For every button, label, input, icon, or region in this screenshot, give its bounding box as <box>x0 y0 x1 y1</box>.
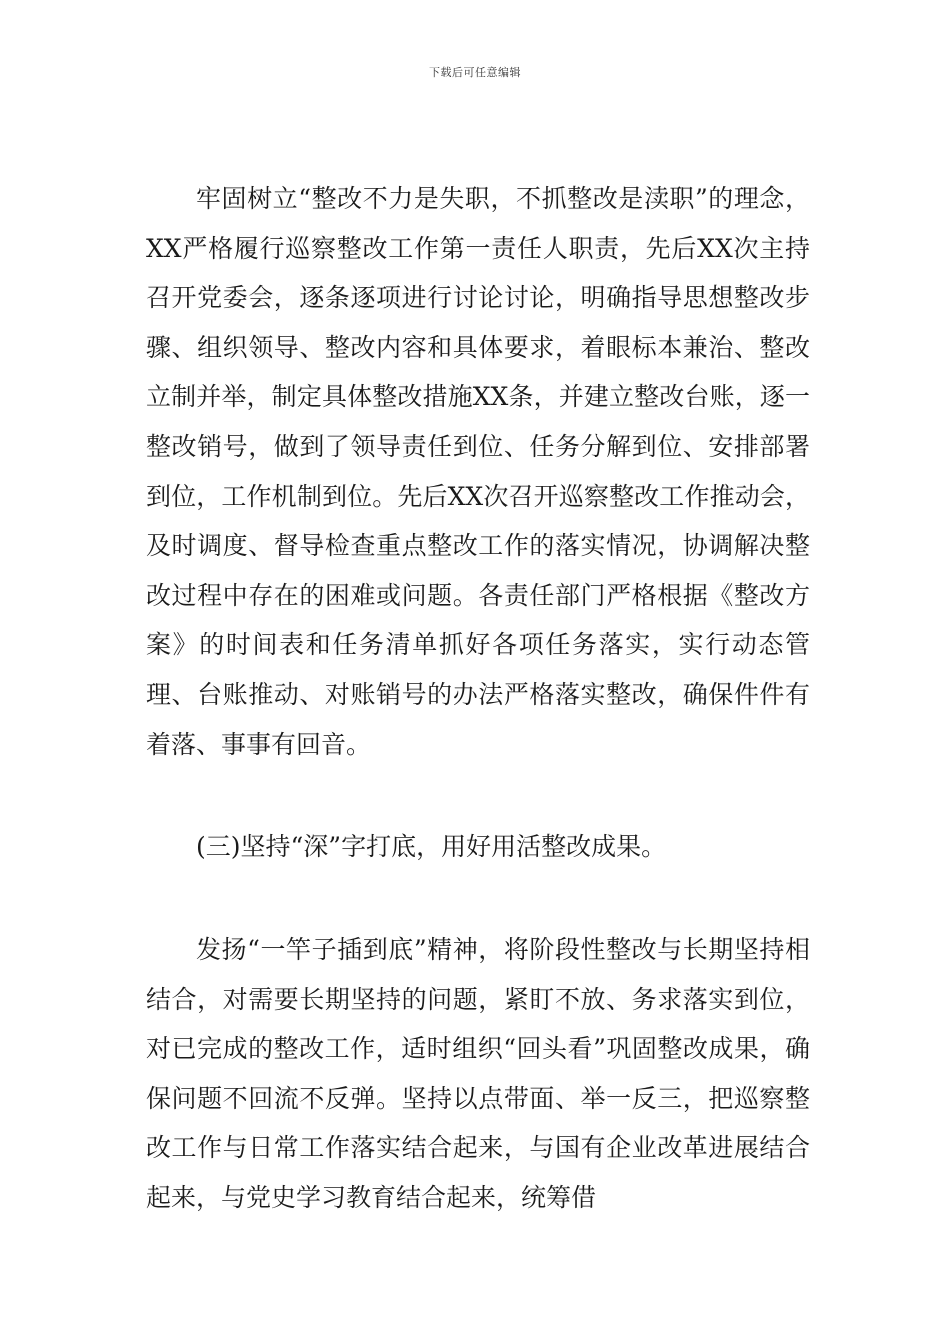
section-heading-3: (三)坚持“深”字打底，用好用活整改成果。 <box>196 832 667 861</box>
body-paragraph-2: 发扬“一竿子插到底”精神，将阶段性整改与长期坚持相结合，对需要长期坚持的问题，紧盯不放、务求落实到位，对已完成的整改工作，适时组织“回头看”巩固整改成果，确保问题不回流不反弹。坚持以点带面、举一反三，把巡察整改工作与日常工作落实结合起来，与国有企业改革进展结合起来，与党史学习教育结合起来，统筹借 <box>146 935 810 1212</box>
page-header-note: 下载后可任意编辑 <box>429 66 521 79</box>
body-paragraph-1: 牢固树立“整改不力是失职，不抓整改是渎职”的理念，XX严格履行巡察整改工作第一责任人职责，先后XX次主持召开党委会，逐条逐项进行讨论讨论，明确指导思想整改步骤、组织领导、整改内容和具体要求，着眼标本兼治、整改立制并举，制定具体整改措施XX条，并建立整改台账，逐一整改销号，做到了领导责任到位、任务分解到位、安排部署到位，工作机制到位。先后XX次召开巡察整改工作推动会，及时调度、督导检查重点整改工作的落实情况，协调解决整改过程中存在的困难或问题。各责任部门严格根据《整改方案》的时间表和任务清单抓好各项任务落实，实行动态管理、台账推动、对账销号的办法严格落实整改，确保件件有着落、事事有回音。 <box>146 184 810 759</box>
